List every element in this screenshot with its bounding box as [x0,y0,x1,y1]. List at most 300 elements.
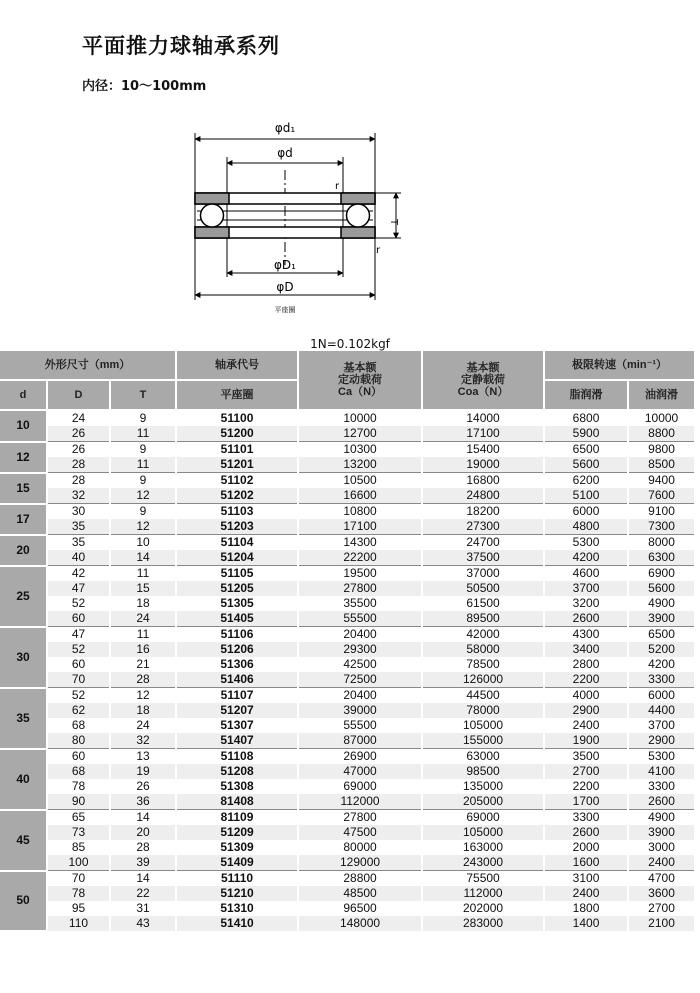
header-code: 轴承代号 [176,351,298,380]
cell-grease-speed: 5100 [544,488,628,504]
cell-ca: 10300 [298,442,422,458]
table-row [0,504,695,520]
cell-coa: 69000 [422,810,544,826]
cell-grease-speed: 2200 [544,672,628,688]
cell-T: 32 [110,733,176,749]
cell-T: 12 [110,488,176,504]
cell-D: 30 [47,504,110,520]
table-row [0,410,695,426]
cell-oil-speed: 3600 [628,886,695,901]
cell-oil-speed: 6900 [628,566,695,582]
cell-D: 70 [47,871,110,887]
cell-T: 19 [110,764,176,779]
cell-grease-speed: 5300 [544,535,628,551]
cell-grease-speed: 6800 [544,410,628,426]
cell-coa: 243000 [422,855,544,871]
cell-T: 18 [110,703,176,718]
header-speed-limit: 极限转速（min⁻¹） [544,351,695,380]
cell-D: 65 [47,810,110,826]
cell-code: 51204 [176,550,298,566]
cell-oil-speed: 8800 [628,426,695,442]
cell-ca: 29300 [298,642,422,657]
table-row [0,596,695,611]
cell-code: 81408 [176,794,298,810]
cell-code: 51102 [176,473,298,489]
cell-oil-speed: 4400 [628,703,695,718]
cell-code: 51409 [176,855,298,871]
cell-oil-speed: 2400 [628,855,695,871]
cell-coa: 155000 [422,733,544,749]
cell-T: 36 [110,794,176,810]
table-row [0,794,695,810]
cell-T: 24 [110,611,176,627]
cell-coa: 75500 [422,871,544,887]
cell-grease-speed: 3300 [544,810,628,826]
table-row [0,779,695,794]
cell-ca: 10000 [298,410,422,426]
cell-oil-speed: 6300 [628,550,695,566]
cell-coa: 18200 [422,504,544,520]
table-row [0,810,695,826]
cell-grease-speed: 3200 [544,596,628,611]
cell-D: 62 [47,703,110,718]
inner-diameter-range: 内径：10～100mm [82,79,207,94]
cell-grease-speed: 6500 [544,442,628,458]
cell-oil-speed: 9100 [628,504,695,520]
cell-code: 51110 [176,871,298,887]
cell-code: 51407 [176,733,298,749]
table-row [0,457,695,473]
cell-ca: 48500 [298,886,422,901]
cell-coa: 283000 [422,916,544,931]
cell-grease-speed: 3100 [544,871,628,887]
cell-D: 78 [47,779,110,794]
cell-oil-speed: 5300 [628,749,695,765]
cell-grease-speed: 1600 [544,855,628,871]
cell-D: 85 [47,840,110,855]
cell-D: 90 [47,794,110,810]
cell-grease-speed: 1700 [544,794,628,810]
cell-ca: 148000 [298,916,422,931]
cell-code: 51200 [176,426,298,442]
cell-coa: 63000 [422,749,544,765]
cell-code: 51105 [176,566,298,582]
cell-oil-speed: 5600 [628,581,695,596]
label-d1: φd₁ [274,121,296,135]
table-row [0,749,695,765]
cell-ca: 47000 [298,764,422,779]
cell-coa: 98500 [422,764,544,779]
table-row [0,611,695,627]
cell-ca: 35500 [298,596,422,611]
cell-grease-speed: 2600 [544,825,628,840]
cell-coa: 202000 [422,901,544,916]
cell-D: 110 [47,916,110,931]
cell-code: 51107 [176,688,298,704]
cell-T: 43 [110,916,176,931]
cell-coa: 15400 [422,442,544,458]
cell-coa: 89500 [422,611,544,627]
cell-ca: 55500 [298,718,422,733]
cell-code: 51100 [176,410,298,426]
cell-grease-speed: 2400 [544,886,628,901]
cell-D: 100 [47,855,110,871]
cell-coa: 105000 [422,825,544,840]
table-row [0,442,695,458]
cell-grease-speed: 2900 [544,703,628,718]
cell-ca: 28800 [298,871,422,887]
table-row [0,473,695,489]
cell-D: 52 [47,596,110,611]
cell-ca: 129000 [298,855,422,871]
cell-oil-speed: 9800 [628,442,695,458]
cell-oil-speed: 2600 [628,794,695,810]
cell-code: 51307 [176,718,298,733]
cell-oil-speed: 3900 [628,825,695,840]
cell-oil-speed: 7300 [628,519,695,535]
cell-coa: 19000 [422,457,544,473]
cell-T: 14 [110,550,176,566]
cell-grease-speed: 4800 [544,519,628,535]
label-d: φd [277,146,293,160]
bearing-spec-table [0,351,696,932]
cell-D: 26 [47,442,110,458]
cell-code: 51410 [176,916,298,931]
cell-T: 11 [110,627,176,643]
cell-d: 30 [0,627,47,688]
cell-D: 78 [47,886,110,901]
cell-code: 51202 [176,488,298,504]
cell-grease-speed: 1800 [544,901,628,916]
cell-ca: 20400 [298,688,422,704]
cell-code: 51104 [176,535,298,551]
cell-code: 81109 [176,810,298,826]
cell-T: 10 [110,535,176,551]
cell-d: 25 [0,566,47,627]
cell-grease-speed: 5600 [544,457,628,473]
cell-code: 51101 [176,442,298,458]
cell-T: 28 [110,672,176,688]
cell-ca: 87000 [298,733,422,749]
table-row [0,566,695,582]
cell-coa: 78000 [422,703,544,718]
cell-coa: 78500 [422,657,544,672]
table-row [0,901,695,916]
cell-D: 68 [47,718,110,733]
cell-code: 51305 [176,596,298,611]
cell-D: 73 [47,825,110,840]
header-D: D [47,380,110,410]
cell-grease-speed: 2200 [544,779,628,794]
cell-oil-speed: 3700 [628,718,695,733]
cell-ca: 80000 [298,840,422,855]
cell-d: 15 [0,473,47,504]
cell-code: 51405 [176,611,298,627]
cell-code: 51308 [176,779,298,794]
cell-code: 51106 [176,627,298,643]
cell-code: 51206 [176,642,298,657]
cell-code: 51406 [176,672,298,688]
cell-coa: 205000 [422,794,544,810]
cell-d: 45 [0,810,47,871]
cell-D: 47 [47,581,110,596]
cell-coa: 44500 [422,688,544,704]
cell-grease-speed: 2700 [544,764,628,779]
cell-ca: 10500 [298,473,422,489]
cell-coa: 24800 [422,488,544,504]
cell-T: 24 [110,718,176,733]
cell-D: 26 [47,426,110,442]
cell-d: 40 [0,749,47,810]
cell-D: 47 [47,627,110,643]
cell-d: 35 [0,688,47,749]
cell-oil-speed: 4900 [628,596,695,611]
cell-code: 51210 [176,886,298,901]
cell-code: 51205 [176,581,298,596]
cell-T: 11 [110,426,176,442]
table-row [0,840,695,855]
cell-d: 17 [0,504,47,535]
table-row [0,627,695,643]
table-row [0,871,695,887]
header-T: T [110,380,176,410]
cell-coa: 61500 [422,596,544,611]
table-row [0,488,695,504]
cell-coa: 105000 [422,718,544,733]
header-dynamic-load: 基本额 定动载荷 Ca（N） [298,351,422,410]
table-row [0,718,695,733]
cell-code: 51103 [176,504,298,520]
cell-ca: 13200 [298,457,422,473]
page-title: 平面推力球轴承系列 [82,34,280,58]
table-row [0,426,695,442]
cell-D: 52 [47,688,110,704]
cell-D: 42 [47,566,110,582]
table-row [0,916,695,931]
table-row [0,657,695,672]
cell-grease-speed: 3700 [544,581,628,596]
cell-oil-speed: 4900 [628,810,695,826]
cell-ca: 26900 [298,749,422,765]
cell-coa: 14000 [422,410,544,426]
table-row [0,535,695,551]
cell-T: 22 [110,886,176,901]
table-row [0,688,695,704]
cell-T: 11 [110,457,176,473]
cell-oil-speed: 8500 [628,457,695,473]
cell-coa: 50500 [422,581,544,596]
cell-T: 39 [110,855,176,871]
cell-oil-speed: 4700 [628,871,695,887]
cell-oil-speed: 3300 [628,779,695,794]
cell-ca: 27800 [298,810,422,826]
cell-D: 52 [47,642,110,657]
cell-D: 35 [47,535,110,551]
cell-ca: 42500 [298,657,422,672]
label-T: T [388,219,399,226]
header-seat-washer: 平座圈 [176,380,298,410]
cell-grease-speed: 6200 [544,473,628,489]
cell-ca: 12700 [298,426,422,442]
cell-ca: 19500 [298,566,422,582]
cell-coa: 17100 [422,426,544,442]
cell-coa: 24700 [422,535,544,551]
header-dimensions: 外形尺寸（mm） [0,351,176,380]
cell-code: 51207 [176,703,298,718]
cell-grease-speed: 1400 [544,916,628,931]
cell-T: 18 [110,596,176,611]
cell-code: 51201 [176,457,298,473]
table-row [0,855,695,871]
cell-ca: 112000 [298,794,422,810]
cell-coa: 126000 [422,672,544,688]
table-row [0,825,695,840]
bearing-cross-section-diagram [185,115,415,320]
cell-oil-speed: 6500 [628,627,695,643]
cell-grease-speed: 2000 [544,840,628,855]
cell-T: 9 [110,504,176,520]
cell-oil-speed: 2100 [628,916,695,931]
cell-T: 31 [110,901,176,916]
cell-ca: 96500 [298,901,422,916]
cell-D: 40 [47,550,110,566]
table-row [0,550,695,566]
cell-oil-speed: 2900 [628,733,695,749]
cell-oil-speed: 3900 [628,611,695,627]
cell-grease-speed: 2600 [544,611,628,627]
table-row [0,672,695,688]
cell-grease-speed: 4200 [544,550,628,566]
cell-oil-speed: 8000 [628,535,695,551]
cell-oil-speed: 3300 [628,672,695,688]
cell-T: 12 [110,688,176,704]
cell-grease-speed: 4600 [544,566,628,582]
cell-D: 70 [47,672,110,688]
cell-T: 20 [110,825,176,840]
cell-ca: 22200 [298,550,422,566]
table-row [0,519,695,535]
cell-oil-speed: 2700 [628,901,695,916]
table-row [0,886,695,901]
cell-d: 10 [0,410,47,442]
table-row [0,703,695,718]
cell-oil-speed: 10000 [628,410,695,426]
unit-conversion-note: 1N=0.102kgf [310,337,390,351]
cell-ca: 14300 [298,535,422,551]
cell-code: 51309 [176,840,298,855]
cell-T: 21 [110,657,176,672]
cell-grease-speed: 2800 [544,657,628,672]
cell-grease-speed: 4000 [544,688,628,704]
cell-D: 28 [47,473,110,489]
cell-coa: 37500 [422,550,544,566]
cell-ca: 20400 [298,627,422,643]
label-r-top: r [335,181,340,192]
cell-grease-speed: 1900 [544,733,628,749]
cell-d: 50 [0,871,47,932]
cell-code: 51310 [176,901,298,916]
label-D1: φD₁ [274,258,296,272]
header-grease: 脂润滑 [544,380,628,410]
cell-T: 9 [110,473,176,489]
table-row [0,764,695,779]
header-d: d [0,380,47,410]
cell-code: 51203 [176,519,298,535]
table-row [0,642,695,657]
cell-coa: 16800 [422,473,544,489]
cell-d: 12 [0,442,47,473]
cell-code: 51108 [176,749,298,765]
cell-coa: 58000 [422,642,544,657]
header-static-load: 基本额 定静载荷 Coa（N） [422,351,544,410]
cell-d: 20 [0,535,47,566]
cell-code: 51306 [176,657,298,672]
table-row [0,581,695,596]
cell-coa: 42000 [422,627,544,643]
cell-D: 60 [47,657,110,672]
cell-D: 60 [47,611,110,627]
cell-D: 80 [47,733,110,749]
cell-code: 51209 [176,825,298,840]
cell-ca: 55500 [298,611,422,627]
cell-coa: 163000 [422,840,544,855]
cell-oil-speed: 6000 [628,688,695,704]
cell-T: 28 [110,840,176,855]
label-D: φD [276,280,294,294]
cell-D: 35 [47,519,110,535]
cell-D: 95 [47,901,110,916]
cell-coa: 112000 [422,886,544,901]
cell-grease-speed: 6000 [544,504,628,520]
cell-D: 60 [47,749,110,765]
cell-ca: 10800 [298,504,422,520]
cell-oil-speed: 9400 [628,473,695,489]
cell-grease-speed: 3500 [544,749,628,765]
cell-oil-speed: 4200 [628,657,695,672]
cell-T: 9 [110,442,176,458]
cell-T: 14 [110,810,176,826]
cell-oil-speed: 3000 [628,840,695,855]
cell-code: 51208 [176,764,298,779]
cell-T: 12 [110,519,176,535]
cell-ca: 47500 [298,825,422,840]
cell-ca: 72500 [298,672,422,688]
cell-oil-speed: 7600 [628,488,695,504]
cell-D: 68 [47,764,110,779]
cell-T: 13 [110,749,176,765]
cell-ca: 39000 [298,703,422,718]
cell-coa: 27300 [422,519,544,535]
cell-grease-speed: 4300 [544,627,628,643]
cell-T: 9 [110,410,176,426]
cell-D: 28 [47,457,110,473]
cell-ca: 17100 [298,519,422,535]
table-body [0,410,695,931]
cell-grease-speed: 3400 [544,642,628,657]
cell-T: 26 [110,779,176,794]
cell-grease-speed: 5900 [544,426,628,442]
cell-ca: 16600 [298,488,422,504]
cell-D: 32 [47,488,110,504]
cell-coa: 135000 [422,779,544,794]
cell-coa: 37000 [422,566,544,582]
cell-ca: 69000 [298,779,422,794]
cell-T: 15 [110,581,176,596]
cell-T: 11 [110,566,176,582]
diagram-caption: 平座圈 [274,306,296,314]
cell-oil-speed: 5200 [628,642,695,657]
cell-T: 16 [110,642,176,657]
